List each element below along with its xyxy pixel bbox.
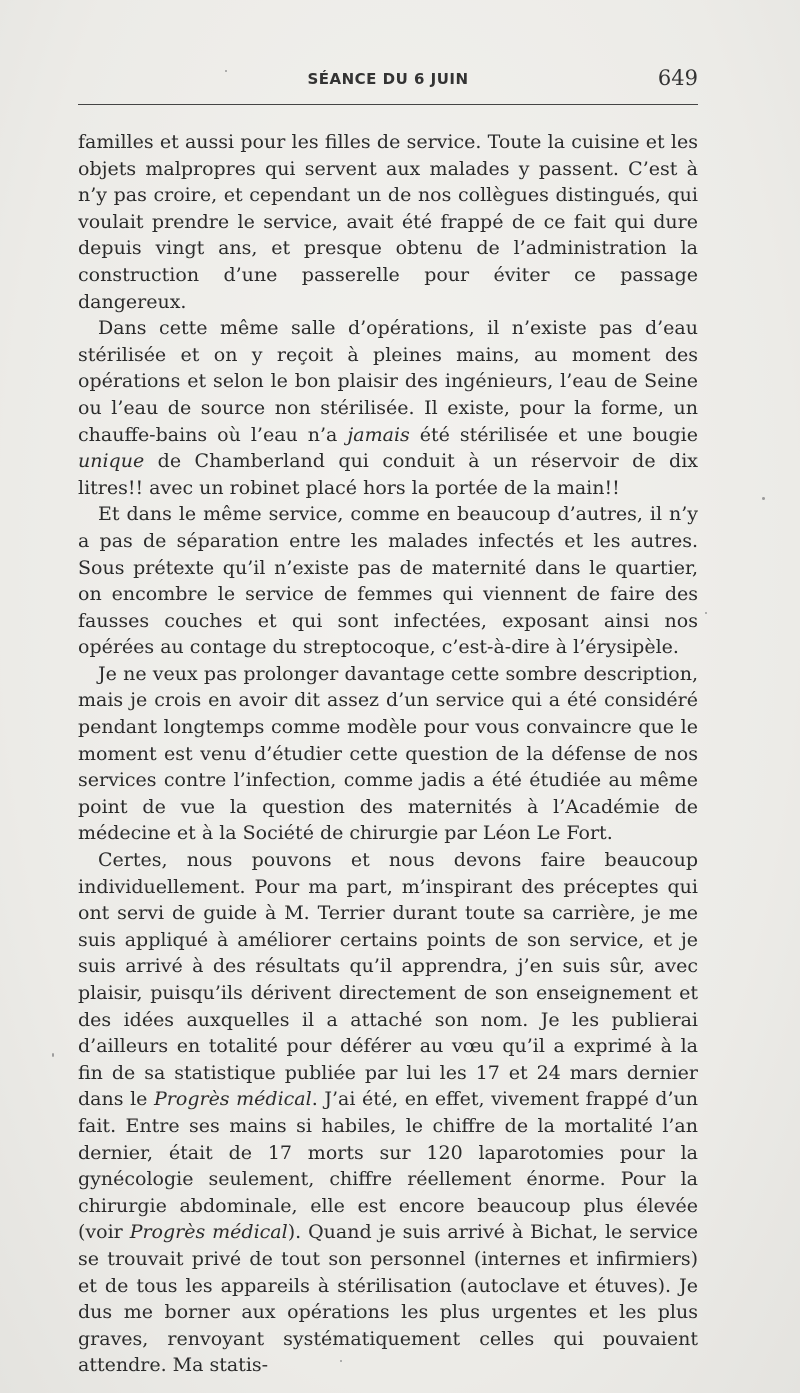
running-head — [78, 66, 698, 96]
paragraph-4 — [78, 661, 698, 847]
paragraph-2-segment-1: Dans cette même salle d’opérations, il n’existe pas d’eau stérilisée et on y reçoit à pleines mains, au moment des opérations et selon le bon plaisir des ingénieurs, l’eau de Seine ou l’eau de source non stérilisée. Il existe, pour la forme, un chauffe-bains où l’eau n’a — [78, 317, 698, 446]
paragraph-1 — [78, 129, 698, 315]
paragraph-2-italic-jamais: jamais — [347, 423, 410, 446]
paragraph-2 — [78, 315, 698, 501]
paragraph-5-segment-1: Certes, nous pouvons et nous devons faire beaucoup individuellement. Pour ma part, m’inspirant des préceptes qui ont servi de guide à M. Terrier durant toute sa carrière, je me suis appliqué à améliorer certains points de son service, et je suis arrivé à des résultats qu’il apprendra, j’en suis sûr, avec plaisir, puisqu’ils dérivent directement de son enseignement et des idées auxquelles il a attaché son nom. Je les publierai d’ailleurs en totalité pour déférer au vœu qu’il a exprimé à la fin de sa statistique publiée par lui les 17 et 24 mars dernier dans le — [78, 849, 698, 1111]
paragraph-4-segment-1: Je ne veux pas prolonger davantage cette sombre description, mais je crois en avoir dit assez d’un service qui a été considéré pendant longtemps comme modèle pour vous convaincre que le moment est venu d’étudier cette question de la défense de nos services contre l’infection, comme jadis a été étudiée au même point de vue la question des maternités à l’Académie de médecine et à la Société de chirurgie par Léon Le Fort. — [78, 662, 698, 845]
paragraph-2-segment-5: de Chamberland qui conduit à un réservoir de dix litres!! avec un robinet placé hors la portée de la main!! — [78, 450, 698, 499]
paragraph-2-italic-unique: unique — [78, 450, 145, 473]
paragraph-1-segment-1: familles et aussi pour les filles de service. Toute la cuisine et les objets malpropres qui servent aux malades y passent. C’est à n’y pas croire, et cependant un de nos collègues distingués, qui voulait prendre le service, avait été frappé de ce fait qui dure depuis vingt ans, et presque obtenu de l’administration la construction d’une passerelle pour éviter ce passage dangereux. — [78, 131, 698, 313]
paragraph-5-italic-progres-2: Progrès médical — [129, 1221, 288, 1244]
paper-speck — [705, 612, 707, 614]
paper-speck — [340, 1360, 342, 1362]
body-text — [78, 129, 698, 1379]
paper-speck — [762, 497, 765, 500]
running-title: SÉANCE DU 6 JUIN — [307, 70, 469, 88]
paper-speck — [52, 1053, 54, 1057]
paragraph-5-segment-3: . J’ai été, en effet, vivement frappé d’un fait. Entre ses mains si habiles, le chiffre de la mortalité l’an dernier, était de 17 morts sur 120 laparotomies pour la gynécologie seulement, chiffre réellement énorme. Pour la chirurgie abdominale, elle est encore beaucoup plus élevée (voir — [78, 1088, 698, 1244]
header-rule — [78, 104, 698, 105]
paragraph-3 — [78, 501, 698, 661]
page-number: 649 — [657, 66, 698, 90]
paragraph-2-segment-3: été stérilisée et une bougie — [409, 423, 698, 446]
paragraph-5-italic-progres-1: Progrès médical — [154, 1088, 312, 1111]
paper-speck — [225, 70, 227, 72]
paragraph-5 — [78, 847, 698, 1379]
paragraph-3-segment-1: Et dans le même service, comme en beaucoup d’autres, il n’y a pas de séparation entre les malades infectés et les autres. Sous prétexte qu’il n’existe pas de maternité dans le quartier, on encombre le service de femmes qui viennent de faire des fausses couches et qui sont infectées, exposant ainsi nos opérées au contage du streptocoque, c’est-à-dire à l’érysipèle. — [78, 503, 698, 659]
paragraph-5-segment-5: ). Quand je suis arrivé à Bichat, le service se trouvait privé de tout son personnel (internes et infirmiers) et de tous les appareils à stérilisation (autoclave et étuves). Je dus me borner aux opérations les plus urgentes et les plus graves, renvoyant systématiquement celles qui pouvaient attendre. Ma statis- — [78, 1221, 698, 1377]
